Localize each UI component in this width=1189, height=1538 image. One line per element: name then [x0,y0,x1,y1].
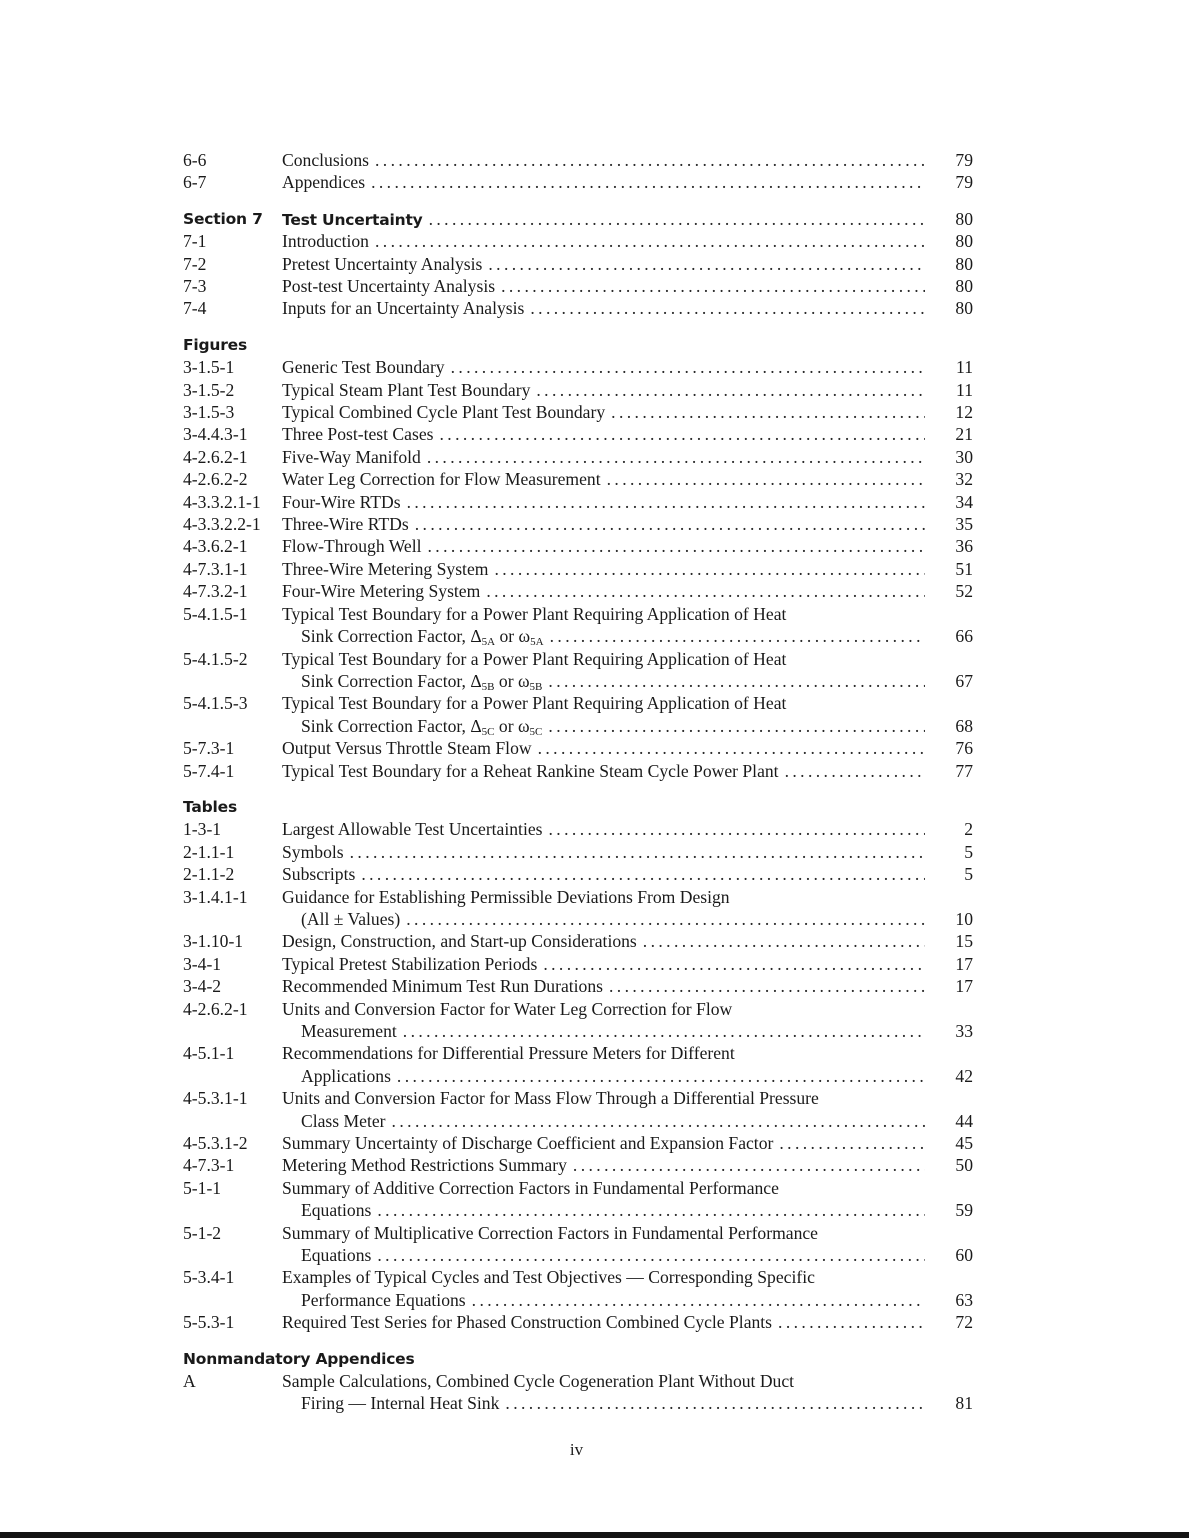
dot-leader [530,297,925,319]
toc-entry[interactable] [183,841,973,863]
entry-number: 4-7.3-1 [183,1155,235,1176]
toc-group [183,334,973,782]
entry-number: 7-2 [183,253,207,274]
page-ref[interactable]: 32 [955,469,973,490]
toc-entry[interactable] [183,558,973,580]
page-ref[interactable]: 35 [955,514,973,535]
dot-leader [361,863,925,885]
entry-number: 5-3.4-1 [183,1267,235,1288]
entry-number: 2-1.1-1 [183,841,235,862]
dot-leader [472,1289,925,1311]
entry-number: 7-1 [183,231,207,252]
entry-title-line: Firing — Internal Heat Sink [301,1393,500,1414]
toc-entry[interactable] [183,535,973,557]
dot-leader [607,468,925,490]
entry-number: 3-1.5-1 [183,357,235,378]
page-ref[interactable]: 81 [955,1393,973,1414]
toc-entry[interactable] [183,953,973,975]
dot-leader [486,580,925,602]
entry-number: 3-1.5-2 [183,379,235,400]
dot-leader [505,1392,925,1414]
dot-leader [611,401,925,423]
entry-number: 6-7 [183,172,207,193]
dot-leader [548,715,925,737]
toc-entry[interactable] [183,603,973,648]
entry-title-line: Subscripts [282,864,356,885]
entry-title-line: Typical Test Boundary for a Power Plant Requiring Application of Heat [282,603,787,624]
toc-entry[interactable] [183,149,973,171]
page-ref[interactable]: 17 [955,976,973,997]
toc-entry[interactable] [183,1087,973,1132]
entry-title-line: Design, Construction, and Start-up Considerations [282,931,637,952]
entry-title-line: Typical Combined Cycle Plant Test Boundary [282,402,606,423]
entry-title-line: Recommended Minimum Test Run Durations [282,976,603,997]
entry-title-line: (All ± Values) [301,908,401,929]
dot-leader [785,760,925,782]
entry-number: 4-2.6.2-2 [183,469,248,490]
entry-title-line: Sink Correction Factor, $\Delta_{5B}$ or $\omega_{5B}$ [301,670,543,693]
entry-number: 4-3.3.2.1-1 [183,491,261,512]
heading-label: Figures [183,335,248,354]
entry-number: 7-3 [183,276,207,297]
entry-number: 5-4.1.5-3 [183,693,248,714]
entry-number: 6-6 [183,150,207,170]
entry-title-line: Flow-Through Well [282,536,422,557]
entry-number: 5-1-2 [183,1222,222,1243]
entry-number: 5-4.1.5-1 [183,603,248,624]
dot-leader [488,253,925,275]
entry-number: 5-5.3-1 [183,1312,235,1333]
entry-title-line: Three Post-test Cases [282,424,434,445]
entry-title-line: Five-Way Manifold [282,446,421,467]
page-ref[interactable]: 5 [964,841,973,862]
entry-number: 5-7.4-1 [183,760,235,781]
heading-label: Nonmandatory Appendices [183,1349,415,1368]
entry-number: 5-1-1 [183,1177,222,1198]
entry-number: 7-4 [183,298,207,319]
dot-leader [548,670,925,692]
entry-title-line: Introduction [282,231,369,252]
page-ref[interactable]: 52 [955,581,973,602]
entry-title-line: Symbols [282,841,344,862]
toc-entry[interactable] [183,760,973,782]
toc-entry[interactable] [183,297,973,319]
toc-entry[interactable] [183,468,973,490]
entry-title-line: Three-Wire RTDs [282,514,409,535]
page-ref[interactable]: 59 [955,1200,973,1221]
toc-entry[interactable] [183,423,973,445]
toc-heading-nonmandatory-appendices [183,1348,973,1370]
toc-entry[interactable] [183,1154,973,1176]
toc-entry[interactable] [183,171,973,193]
page-ref[interactable]: 51 [955,558,973,579]
toc-entry[interactable] [183,230,973,252]
dot-leader [407,491,925,513]
entry-title-line: Measurement [301,1020,397,1041]
page-ref[interactable]: 11 [956,379,973,400]
dot-leader [415,513,925,535]
page-ref[interactable]: 80 [955,231,973,252]
page-ref[interactable]: 36 [955,536,973,557]
entry-title-line: Units and Conversion Factor for Water Leg Correction for Flow [282,998,733,1019]
entry-title-line: Water Leg Correction for Flow Measurement [282,469,601,490]
heading-label: Section 7 [183,209,263,228]
toc-entry[interactable] [183,1042,973,1087]
entry-title-line: Required Test Series for Phased Construction Combined Cycle Plants [282,1312,773,1333]
table-of-contents [183,149,973,1415]
toc-entry[interactable] [183,446,973,468]
toc-entry[interactable] [183,1266,973,1311]
entry-title-line: Sink Correction Factor, $\Delta_{5A}$ or $\omega_{5A}$ [301,626,544,649]
page-ref[interactable]: 66 [955,626,973,647]
page-ref[interactable]: 12 [955,402,973,423]
dot-leader [778,1311,925,1333]
entry-title-line: Typical Test Boundary for a Power Plant Requiring Application of Heat [282,648,787,669]
entry-title-line: Output Versus Throttle Steam Flow [282,738,532,759]
entry-title-line: Pretest Uncertainty Analysis [282,253,483,274]
entry-number: 3-1.10-1 [183,931,244,952]
page-ref[interactable]: 79 [955,150,973,170]
entry-title-line: Summary of Multiplicative Correction Factors in Fundamental Performance [282,1222,818,1243]
toc-entry[interactable] [183,491,973,513]
dot-leader [377,1244,925,1266]
page-ref[interactable]: 50 [955,1155,973,1176]
entry-number: 3-4.4.3-1 [183,424,248,445]
entry-title-line: Three-Wire Metering System [282,558,489,579]
dot-leader [494,558,925,580]
dot-leader [427,446,925,468]
toc-entry[interactable] [183,998,973,1043]
entry-title-line: Conclusions [282,150,369,170]
entry-number: A [183,1371,196,1392]
entry-title-line: Performance Equations [301,1289,466,1310]
bottom-rule [0,1532,1189,1538]
entry-title-line: Typical Test Boundary for a Reheat Rankine Steam Cycle Power Plant [282,760,779,781]
toc-entry[interactable] [183,513,973,535]
toc-entry[interactable] [183,692,973,737]
toc-entry[interactable] [183,253,973,275]
toc-entry[interactable] [183,648,973,693]
toc-group [183,796,973,1334]
page-ref[interactable]: 80 [955,253,973,274]
toc-entry[interactable] [183,863,973,885]
entry-title-line: Class Meter [301,1110,386,1131]
entry-title-line: Units and Conversion Factor for Mass Flow Through a Differential Pressure [282,1088,819,1109]
page-ref[interactable]: 67 [955,670,973,691]
entry-title-line: Sample Calculations, Combined Cycle Cogeneration Plant Without Duct [282,1371,795,1392]
page-ref[interactable]: 63 [955,1289,973,1310]
toc-entry[interactable] [183,401,973,423]
dot-leader [375,230,925,252]
toc-heading-tables [183,796,973,818]
dot-leader [350,841,925,863]
dot-leader [501,275,925,297]
page-ref[interactable]: 30 [955,446,973,467]
dot-leader [643,930,925,952]
toc-heading-figures [183,334,973,356]
entry-number: 3-4-2 [183,976,222,997]
entry-number: 5-7.3-1 [183,738,235,759]
entry-number: 4-7.3.2-1 [183,581,248,602]
page-ref[interactable]: 60 [955,1245,973,1266]
entry-number: 4-2.6.2-1 [183,446,248,467]
entry-number: 3-1.5-3 [183,402,235,423]
entry-title-line: Four-Wire Metering System [282,581,481,602]
dot-leader [538,737,925,759]
entry-number: 4-2.6.2-1 [183,998,248,1019]
page-ref[interactable]: 80 [955,208,973,229]
page-number: iv [569,1440,584,1459]
heading-title: Test Uncertainty [282,210,423,229]
entry-number: 2-1.1-2 [183,864,235,885]
entry-number: 4-3.3.2.2-1 [183,514,261,535]
page-ref[interactable]: 44 [955,1110,973,1131]
page-ref[interactable]: 42 [955,1065,973,1086]
entry-title-line: Inputs for an Uncertainty Analysis [282,298,525,319]
dot-leader [377,1199,925,1221]
toc-group [183,208,973,320]
entry-title-line: Typical Test Boundary for a Power Plant Requiring Application of Heat [282,693,787,714]
dot-leader [439,423,925,445]
toc-entry[interactable] [183,1132,973,1154]
page-ref[interactable]: 72 [955,1312,973,1333]
dot-leader [550,625,925,647]
toc-entry[interactable] [183,379,973,401]
entry-number: 5-4.1.5-2 [183,648,248,669]
toc-entry[interactable] [183,1370,973,1415]
entry-title-line: Summary of Additive Correction Factors in Fundamental Performance [282,1177,779,1198]
entry-title-line: Generic Test Boundary [282,357,445,378]
dot-leader [406,908,925,930]
page-ref[interactable]: 17 [955,953,973,974]
entry-title-line: Largest Allowable Test Uncertainties [282,819,543,840]
entry-number: 4-5.3.1-1 [183,1088,248,1109]
entry-number: 4-5.1-1 [183,1043,235,1064]
dot-leader [371,171,925,193]
heading-label: Tables [183,797,237,816]
toc-group [183,149,973,194]
page-ref[interactable]: 15 [955,931,973,952]
page-ref[interactable]: 77 [955,760,973,781]
toc-entry[interactable] [183,930,973,952]
toc-heading-section-7 [183,208,973,230]
toc-group [183,1348,973,1415]
page-ref[interactable]: 11 [956,357,973,378]
entry-title-line: Summary Uncertainty of Discharge Coefficient and Expansion Factor [282,1133,774,1154]
entry-number: 3-4-1 [183,953,222,974]
entry-number: 1-3-1 [183,819,222,840]
entry-title-line: Metering Method Restrictions Summary [282,1155,567,1176]
dot-leader [779,1132,925,1154]
entry-title-line: Applications [301,1065,391,1086]
page-ref[interactable]: 2 [964,819,973,840]
page-ref[interactable]: 33 [955,1020,973,1041]
page-ref[interactable]: 79 [955,172,973,193]
toc-entry[interactable] [183,975,973,997]
page-ref[interactable]: 80 [955,298,973,319]
page-ref[interactable]: 5 [964,864,973,885]
entry-title-line: Guidance for Establishing Permissible Deviations From Design [282,886,730,907]
page-ref[interactable]: 68 [955,715,973,736]
page-ref[interactable]: 45 [955,1133,973,1154]
dot-leader [403,1020,925,1042]
entry-number: 4-7.3.1-1 [183,558,248,579]
entry-number: 3-1.4.1-1 [183,886,248,907]
dot-leader [451,356,925,378]
entry-title-line: Typical Steam Plant Test Boundary [282,379,531,400]
toc-entry[interactable] [183,818,973,840]
dot-leader [392,1110,925,1132]
page-ref[interactable]: 34 [955,491,973,512]
entry-title-line: Sink Correction Factor, $\Delta_{5C}$ or $\omega_{5C}$ [301,715,543,738]
dot-leader [543,953,925,975]
toc-entry[interactable] [183,1311,973,1333]
dot-leader [375,149,925,171]
dot-leader [536,379,925,401]
toc-entry[interactable] [183,1222,973,1267]
page-ref[interactable]: 76 [955,738,973,759]
entry-title-line: Examples of Typical Cycles and Test Objectives — Corresponding Specific [282,1267,815,1288]
dot-leader [549,818,926,840]
toc-entry[interactable] [183,580,973,602]
entry-title-line: Equations [301,1200,372,1221]
entry-title-line: Typical Pretest Stabilization Periods [282,953,538,974]
entry-title-line: Appendices [282,172,366,193]
entry-title-line: Equations [301,1245,372,1266]
toc-entry[interactable] [183,356,973,378]
page-ref[interactable]: 10 [955,908,973,929]
dot-leader [429,208,925,230]
entry-title-line: Post-test Uncertainty Analysis [282,276,496,297]
dot-leader [428,535,926,557]
entry-number: 4-5.3.1-2 [183,1133,248,1154]
entry-number: 4-3.6.2-1 [183,536,248,557]
toc-entry[interactable] [183,275,973,297]
entry-title-line: Recommendations for Differential Pressure Meters for Different [282,1043,735,1064]
toc-entry[interactable] [183,737,973,759]
toc-entry[interactable] [183,1177,973,1222]
entry-title-line: Four-Wire RTDs [282,491,401,512]
toc-entry[interactable] [183,886,973,931]
dot-leader [609,975,925,997]
page-ref[interactable]: 21 [955,424,973,445]
page-ref[interactable]: 80 [955,276,973,297]
dot-leader [397,1065,925,1087]
dot-leader [573,1154,925,1176]
